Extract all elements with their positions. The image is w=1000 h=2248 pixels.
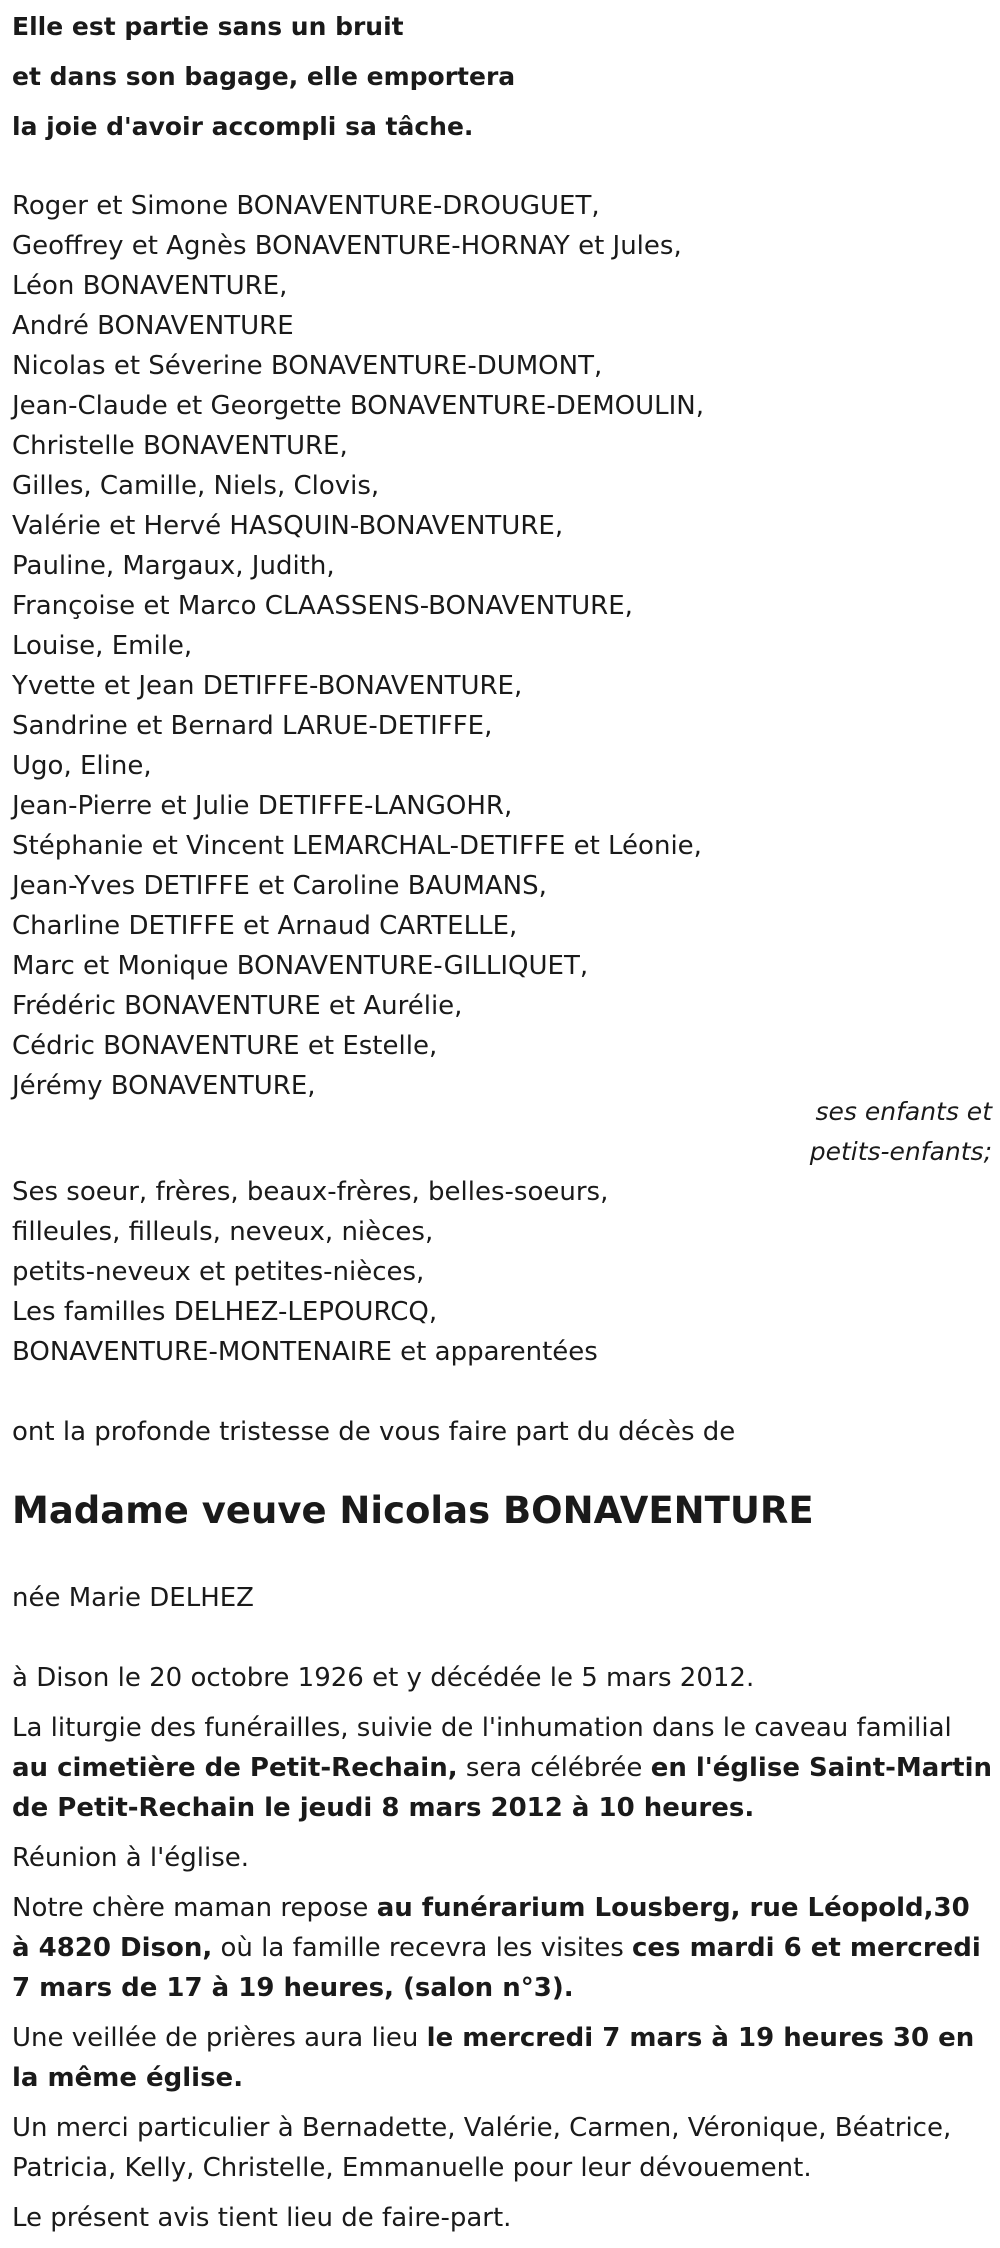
vigil-time: le mercredi 7 mars à 19 heures 30 en la même église.	[12, 2023, 975, 2093]
rest-text: où la famille recevra les visites	[212, 1933, 633, 1963]
family-name-line: Marc et Monique BONAVENTURE-GILLIQUET,	[12, 951, 589, 981]
relatives-line: BONAVENTURE-MONTENAIRE et apparentées	[12, 1337, 598, 1367]
deceased-name: Madame veuve Nicolas BONAVENTURE	[12, 1489, 814, 1532]
relatives-line: Ses soeur, frères, beaux-frères, belles-soeurs,	[12, 1177, 609, 1207]
signature-block	[810, 1092, 992, 1172]
signature-line: ses enfants et	[815, 1097, 992, 1126]
poem	[12, 2, 515, 152]
family-name-line: Stéphanie et Vincent LEMARCHAL-DETIFFE et Léonie,	[12, 831, 702, 861]
thanks-paragraph: Un merci particulier à Bernadette, Valérie, Carmen, Véronique, Béatrice, Patricia, Kelly, Christelle, Emmanuelle pour leur dévouement.	[12, 2113, 952, 2183]
family-name-line: Roger et Simone BONAVENTURE-DROUGUET,	[12, 191, 600, 221]
family-name-line: Christelle BONAVENTURE,	[12, 431, 348, 461]
closing-paragraph: Le présent avis tient lieu de faire-part.	[12, 2203, 512, 2233]
poem-line: la joie d'avoir accompli sa tâche.	[12, 112, 474, 141]
family-name-line: Yvette et Jean DETIFFE-BONAVENTURE,	[12, 671, 523, 701]
family-name-line: Sandrine et Bernard LARUE-DETIFFE,	[12, 711, 493, 741]
family-name-line: Geoffrey et Agnès BONAVENTURE-HORNAY et Jules,	[12, 231, 682, 261]
funeral-text: La liturgie des funérailles, suivie de l'inhumation dans le caveau familial	[12, 1713, 952, 1743]
family-name-line: Cédric BONAVENTURE et Estelle,	[12, 1031, 438, 1061]
birth-death-dates: à Dison le 20 octobre 1926 et y décédée le 5 mars 2012.	[12, 1663, 755, 1693]
relatives-line: Les familles DELHEZ-LEPOURCQ,	[12, 1297, 438, 1327]
family-name-line: Gilles, Camille, Niels, Clovis,	[12, 471, 380, 501]
cemetery-location: au cimetière de Petit-Rechain,	[12, 1753, 458, 1783]
relatives-list	[12, 1172, 608, 1372]
family-name-line: Frédéric BONAVENTURE et Aurélie,	[12, 991, 463, 1021]
family-name-line: Valérie et Hervé HASQUIN-BONAVENTURE,	[12, 511, 564, 541]
family-name-line: Jérémy BONAVENTURE,	[12, 1071, 316, 1101]
rest-paragraph	[12, 1888, 992, 2008]
relatives-line: petits-neveux et petites-nièces,	[12, 1257, 425, 1287]
meeting-paragraph: Réunion à l'église.	[12, 1843, 250, 1873]
signature-line: petits-enfants;	[809, 1137, 992, 1166]
poem-line: et dans son bagage, elle emportera	[12, 62, 516, 91]
vigil-paragraph	[12, 2018, 992, 2098]
announcement-intro: ont la profonde tristesse de vous faire part du décès de	[12, 1417, 736, 1447]
funeral-paragraph	[12, 1708, 992, 1828]
family-names-list	[12, 186, 704, 1106]
family-name-line: Pauline, Margaux, Judith,	[12, 551, 335, 581]
family-name-line: Jean-Pierre et Julie DETIFFE-LANGOHR,	[12, 791, 513, 821]
vigil-text: Une veillée de prières aura lieu	[12, 2023, 427, 2053]
family-name-line: Jean-Claude et Georgette BONAVENTURE-DEMOULIN,	[12, 391, 705, 421]
family-name-line: Charline DETIFFE et Arnaud CARTELLE,	[12, 911, 518, 941]
family-name-line: Ugo, Eline,	[12, 751, 152, 781]
family-name-line: André BONAVENTURE	[12, 311, 294, 341]
relatives-line: filleules, filleuls, neveux, nièces,	[12, 1217, 434, 1247]
rest-text: Notre chère maman repose	[12, 1893, 377, 1923]
family-name-line: Jean-Yves DETIFFE et Caroline BAUMANS,	[12, 871, 547, 901]
family-name-line: Nicolas et Séverine BONAVENTURE-DUMONT,	[12, 351, 603, 381]
birth-name: née Marie DELHEZ	[12, 1583, 254, 1613]
visiting-hours: ces mardi 6 et mercredi 7 mars de 17 à 19 heures, (salon n°3).	[12, 1933, 981, 2003]
family-name-line: Louise, Emile,	[12, 631, 193, 661]
family-name-line: Françoise et Marco CLAASSENS-BONAVENTURE,	[12, 591, 633, 621]
church-ceremony: en l'église Saint-Martin de Petit-Rechain le jeudi 8 mars 2012 à 10 heures.	[12, 1753, 993, 1823]
family-name-line: Léon BONAVENTURE,	[12, 271, 288, 301]
poem-line: Elle est partie sans un bruit	[12, 12, 404, 41]
funeral-text: sera célébrée	[457, 1753, 651, 1783]
funeral-home-address: au funérarium Lousberg, rue Léopold,30 à 4820 Dison,	[12, 1893, 970, 1963]
